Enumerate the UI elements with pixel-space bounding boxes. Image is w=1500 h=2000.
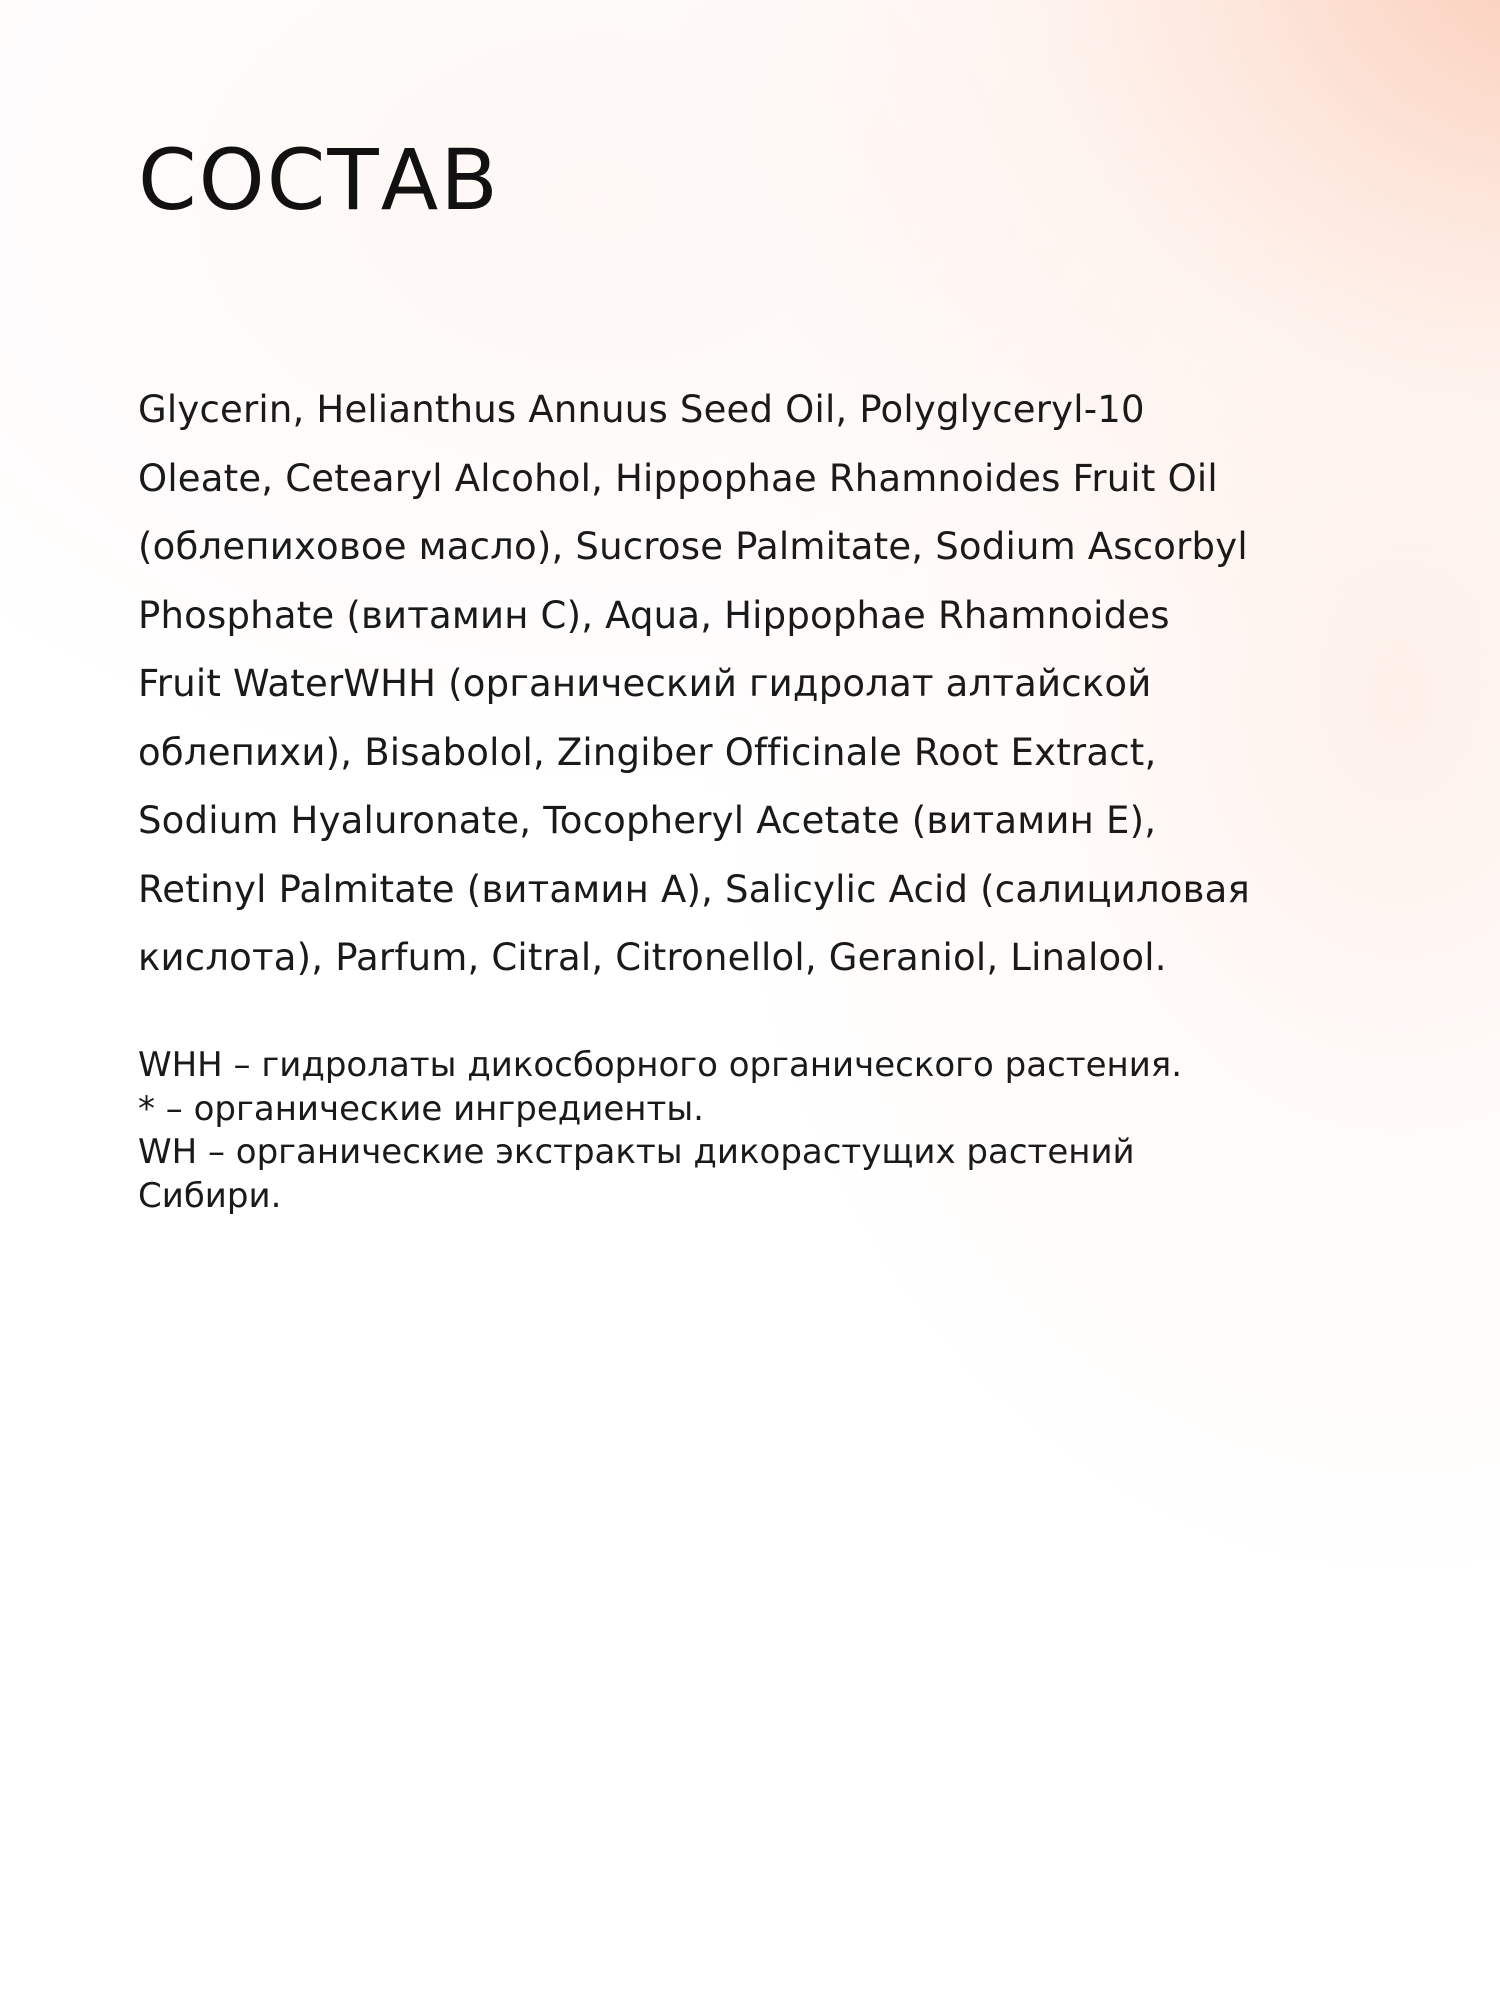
ingredients-line: облепихи), Bisabolol, Zingiber Officinale Root Extract, bbox=[138, 730, 1157, 774]
ingredients-line: кислота), Parfum, Citral, Citronellol, Geraniol, Linalool. bbox=[138, 936, 1167, 979]
footnote-wh: WH – органические экстракты дикорастущих растений bbox=[138, 1132, 1135, 1172]
ingredients-line: Fruit WaterWHH (органический гидролат алтайской bbox=[138, 662, 1152, 705]
ingredients-line: Sodium Hyaluronate, Tocopheryl Acetate (витамин Е), bbox=[138, 799, 1157, 842]
footnotes bbox=[138, 1044, 1428, 1218]
ingredients-list bbox=[138, 376, 1428, 993]
footnote-whh: WHH – гидролаты дикосборного органического растения. bbox=[138, 1045, 1183, 1085]
ingredients-line: (облепиховое масло), Sucrose Palmitate, Sodium Ascorbyl bbox=[138, 525, 1248, 568]
footnote-organic: * – органические ингредиенты. bbox=[138, 1088, 704, 1129]
ingredients-line: Glycerin, Helianthus Annuus Seed Oil, Polyglyceryl-10 bbox=[138, 388, 1145, 431]
page-title: СОСТАВ bbox=[138, 131, 500, 229]
ingredients-line: Retinyl Palmitate (витамин А), Salicylic Acid (салициловая bbox=[138, 867, 1250, 911]
footnote-wh-continued: Сибири. bbox=[138, 1175, 282, 1216]
ingredients-line: Oleate, Cetearyl Alcohol, Hippophae Rhamnoides Fruit Oil bbox=[138, 456, 1218, 500]
ingredients-line: Phosphate (витамин С), Aqua, Hippophae Rhamnoides bbox=[138, 593, 1170, 637]
